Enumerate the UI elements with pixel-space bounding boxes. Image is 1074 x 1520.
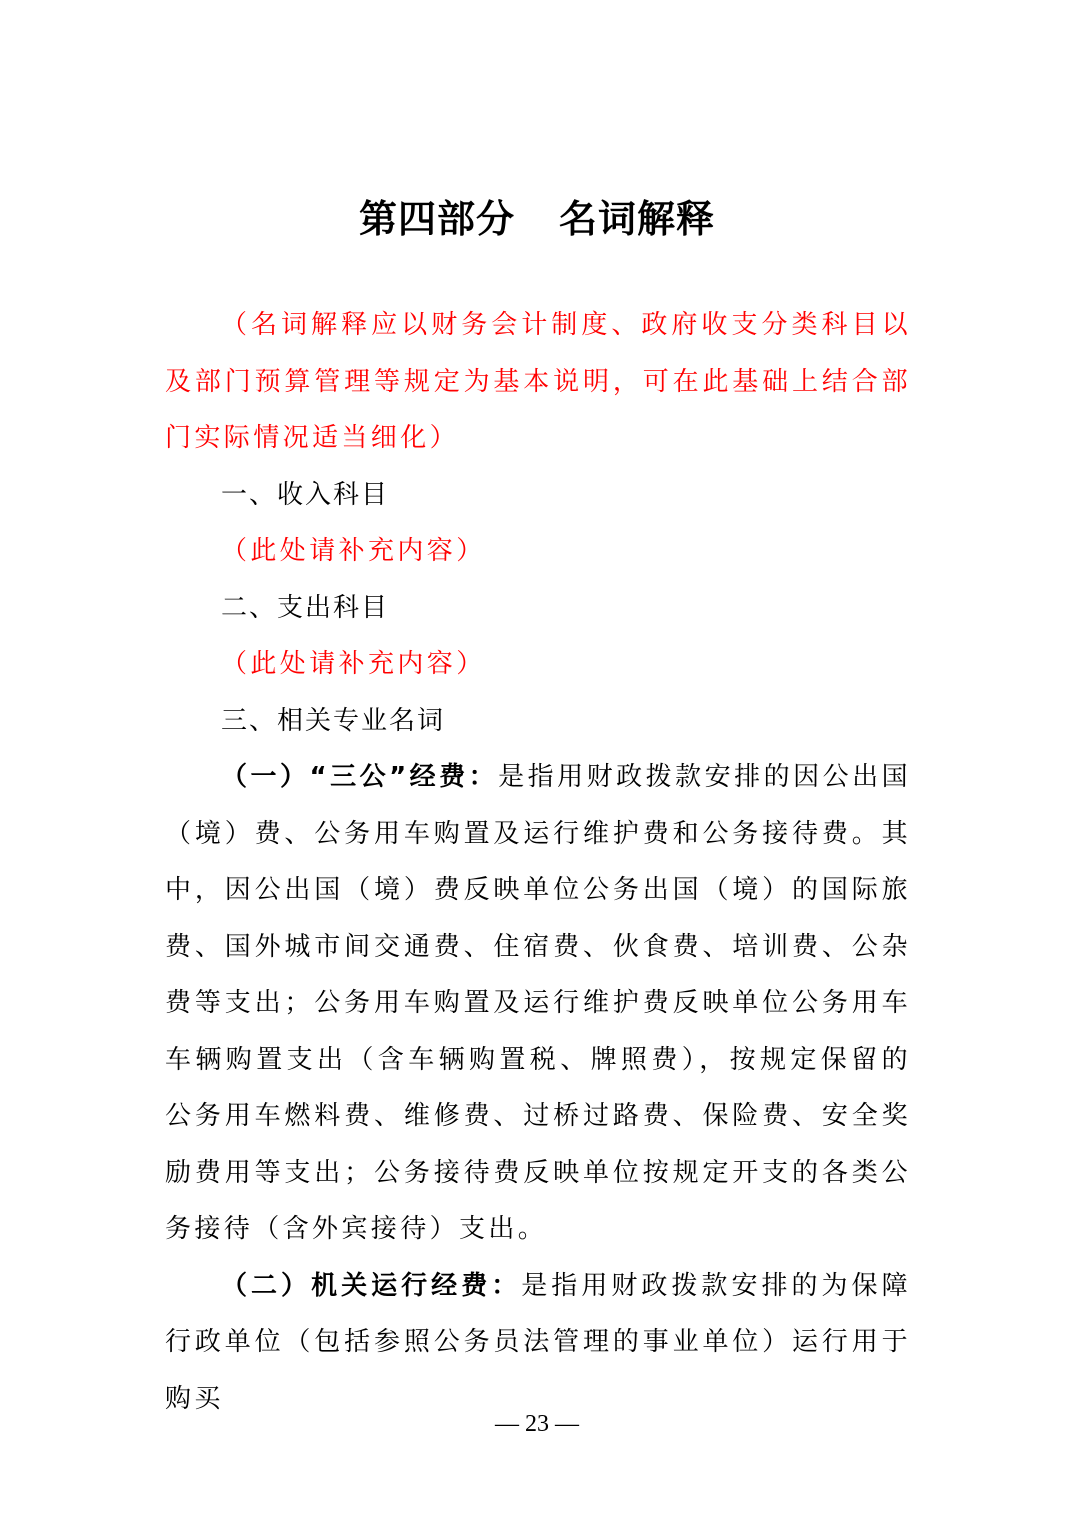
term-label-agency-operating: （二）机关运行经费： [221, 1270, 522, 1301]
placeholder-income: （此处请补充内容） [221, 536, 486, 566]
section-heading-income: 一、收入科目 [221, 479, 390, 510]
instruction-note: （名词解释应以财务会计制度、政府收支分类科目以及部门预算管理等规定为基本说明，可在此基础上结合部门实际情况适当细化） [165, 310, 911, 453]
term-agency-operating-expenses [165, 1258, 911, 1428]
term-label-three-public: （一）“三公”经费： [221, 762, 499, 792]
section-heading-terms: 三、相关专业名词 [221, 705, 446, 736]
document-body [165, 297, 911, 1427]
page-number: — 23 — [495, 1411, 579, 1437]
term-three-public-expenses [165, 749, 911, 1258]
title-name: 名词解释 [559, 197, 716, 241]
title-part: 第四部分 [358, 197, 515, 241]
page-title [0, 188, 1074, 243]
section-heading-expenditure: 二、支出科目 [221, 592, 390, 623]
term-text-agency-operating: 是指用财政拨款安排的为保障行政单位（包括参照公务员法管理的事业单位）运行用于购买 [165, 1270, 911, 1414]
term-text-three-public: 是指用财政拨款安排的因公出国（境）费、公务用车购置及运行维护费和公务接待费。其中，因公出国（境）费反映单位公务出国（境）的国际旅费、国外城市间交通费、住宿费、伙食费、培训费、公杂费等支出；公务用车购置及运行维护费反映单位公务用车车辆购置支出（含车辆购置税、牌照费），按规定保留的公务用车燃料费、维修费、过桥过路费、保险费、安全奖励费用等支出；公务接待费反映单位按规定开支的各类公务接待（含外宾接待）支出。 [165, 762, 911, 1244]
placeholder-expenditure: （此处请补充内容） [221, 649, 486, 679]
